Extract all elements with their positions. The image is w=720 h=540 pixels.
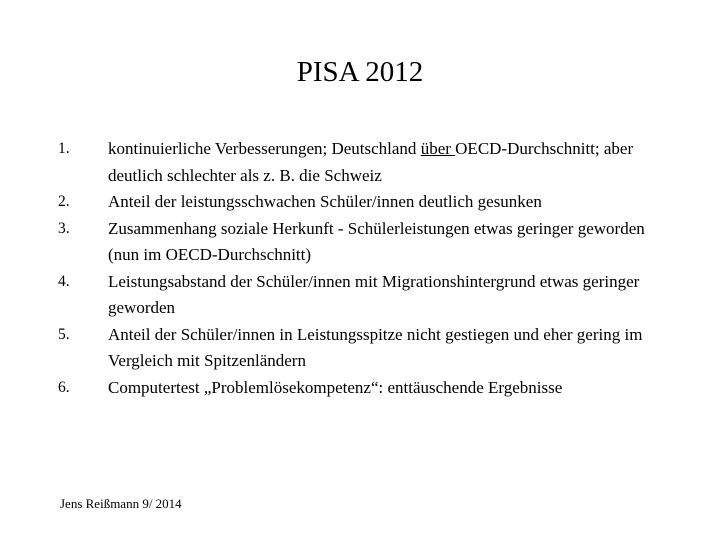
item-number: 4. — [58, 272, 70, 290]
item-text-part: OECD-Durchschnitt; aber deutlich schlechter als z. B. die Schweiz — [108, 139, 634, 185]
list-item-6 — [58, 375, 668, 402]
item-number: 3. — [58, 219, 70, 237]
item-text — [108, 136, 668, 189]
item-text: Computertest „Problemlösekompetenz“: enttäuschende Ergebnisse — [108, 377, 563, 397]
list-item-3 — [58, 216, 668, 269]
item-number: 6. — [58, 378, 70, 396]
item-text: Zusammenhang soziale Herkunft - Schülerleistungen etwas geringer geworden (nun im OECD-Durchschnitt) — [108, 218, 645, 264]
underlined-word: über — [420, 139, 456, 158]
item-number: 2. — [58, 193, 70, 210]
footer-credit: Jens Reißmann 9/ 2014 — [60, 496, 182, 511]
item-number: 5. — [58, 325, 70, 343]
item-text-part: kontinuierliche Verbesserungen; Deutschland — [108, 139, 421, 158]
slide-title: PISA 2012 — [296, 56, 424, 88]
findings-list — [58, 136, 668, 401]
item-text: Anteil der leistungsschwachen Schüler/innen deutlich gesunken — [108, 192, 542, 211]
item-text: Anteil der Schüler/innen in Leistungsspitze nicht gestiegen und eher gering im Vergleich mit Spitzenländern — [108, 324, 643, 370]
item-number: 1. — [58, 140, 70, 157]
list-item-2 — [58, 189, 668, 216]
item-text: Leistungsabstand der Schüler/innen mit Migrationshintergrund etwas geringer geworden — [108, 271, 640, 317]
list-item-5 — [58, 322, 668, 375]
list-item-1 — [58, 136, 668, 189]
list-item-4 — [58, 269, 668, 322]
